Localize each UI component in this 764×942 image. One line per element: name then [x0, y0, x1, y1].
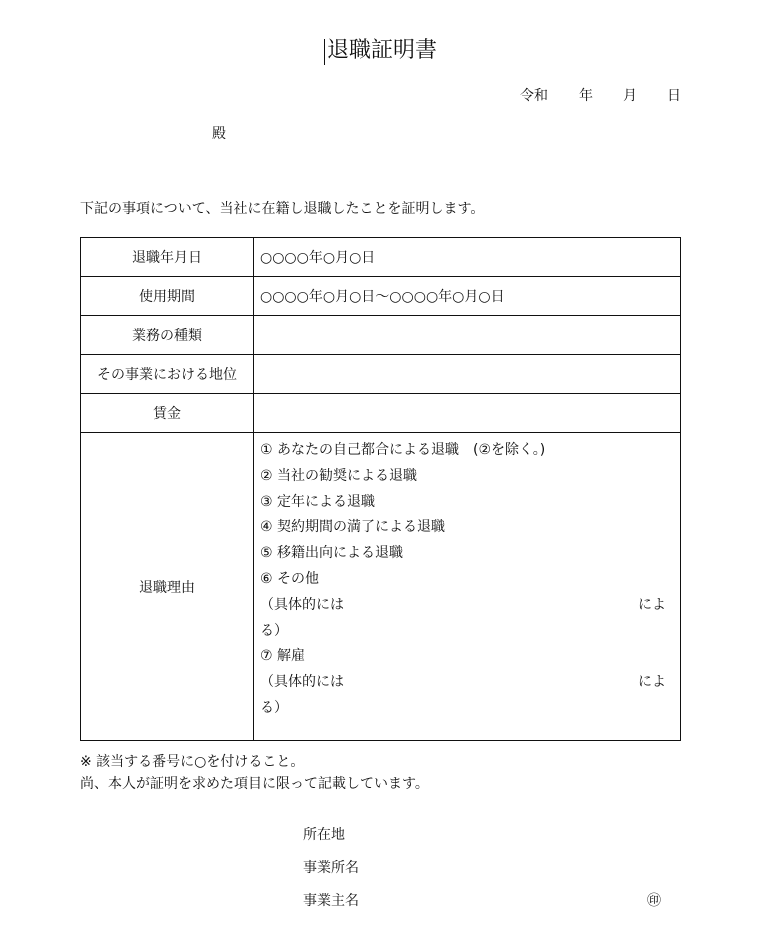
table-row [81, 277, 681, 316]
reason-item-dismissal: ⑦ 解雇 [260, 648, 306, 665]
reason-list [254, 433, 681, 741]
wage-value [254, 394, 681, 433]
reason-detail-close: る） [260, 622, 288, 639]
wage-label: 賃金 [81, 394, 254, 433]
date-month: 月 [623, 88, 637, 104]
reason-label: 退職理由 [81, 433, 254, 741]
reason-detail-right: によ [638, 596, 666, 613]
reason-item: ⑥ その他 [260, 570, 320, 587]
table-row [81, 316, 681, 355]
office-name-label: 事業所名 [303, 860, 359, 876]
date-year: 年 [579, 88, 593, 104]
dismissal-detail-open: （具体的には [260, 674, 344, 691]
job-type-label: 業務の種類 [81, 316, 254, 355]
address-label: 所在地 [303, 827, 345, 843]
intro-text: 下記の事項について、当社に在籍し退職したことを証明します。 [80, 201, 485, 217]
retirement-date-value: ○○○○年○月○日 [254, 238, 681, 277]
date-era: 令和 [520, 88, 548, 104]
certificate-table [80, 237, 681, 741]
document-title: 退職証明書 [326, 38, 437, 63]
position-value [254, 355, 681, 394]
table-row [81, 433, 681, 741]
reason-item: ② 当社の勧奨による退職 [260, 467, 418, 484]
reason-item: ⑤ 移籍出向による退職 [260, 545, 404, 562]
table-row [81, 238, 681, 277]
table-row [81, 394, 681, 433]
note-mark-number: ※ 該当する番号に○を付けること。 [80, 754, 305, 770]
employment-period-label: 使用期間 [81, 277, 254, 316]
reason-item: ① あなたの自己都合による退職 (②を除く。) [260, 442, 546, 458]
job-type-value [254, 316, 681, 355]
position-label: その事業における地位 [81, 355, 254, 394]
note-requested-items: 尚、本人が証明を求めた項目に限って記載しています。 [80, 776, 429, 792]
retirement-date-label: 退職年月日 [81, 238, 254, 277]
text-cursor [324, 39, 325, 65]
date-day: 日 [667, 88, 681, 104]
reason-detail-open: （具体的には [260, 596, 344, 613]
reason-item: ④ 契約期間の満了による退職 [260, 519, 446, 536]
seal-mark: ㊞ [647, 893, 661, 909]
addressee-suffix: 殿 [212, 126, 226, 142]
dismissal-detail-line [260, 670, 666, 696]
dismissal-detail-right: によ [638, 674, 666, 691]
reason-detail-line [260, 593, 666, 619]
table-row [81, 355, 681, 394]
employment-period-value: ○○○○年○月○日～○○○○年○月○日 [254, 277, 681, 316]
dismissal-detail-close: る） [260, 699, 288, 716]
owner-name-label: 事業主名 [303, 893, 359, 909]
reason-item: ③ 定年による退職 [260, 493, 376, 510]
